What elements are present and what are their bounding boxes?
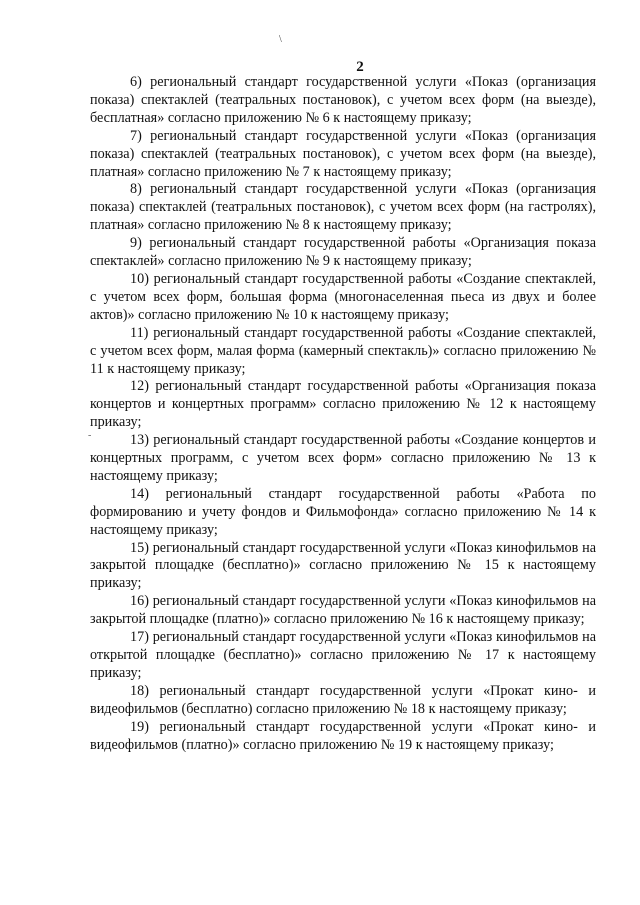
list-item: 7) региональный стандарт государственной услуги «Показ (организация показа) спектаклей (театральных постановок), с учетом всех форм (на выезде), платная» согласно приложению № 7 к настоящему приказу; [90,127,596,180]
list-item: 15) региональный стандарт государственной услуги «Показ кинофильмов на закрытой площадке (бесплатно)» согласно приложению № 15 к настоящему приказу; [90,539,596,592]
list-item: 9) региональный стандарт государственной работы «Организация показа спектаклей» согласно приложению № 9 к настоящему приказу; [90,235,596,270]
list-item: 13) региональный стандарт государственной работы «Создание концертов и концертных программ, с учетом всех форм» согласно приложению № 13 к настоящему приказу; [90,432,596,484]
scan-tick-mark: \ [279,34,282,45]
list-item: 10) региональный стандарт государственной работы «Создание спектаклей, с учетом всех форм, большая форма (многонаселенная пьеса из двух и более актов)» согласно приложению № 10 к настоящему приказу; [90,270,596,323]
list-item: 17) региональный стандарт государственной услуги «Показ кинофильмов на открытой площадке (бесплатно)» согласно приложению № 17 к настоящему приказу; [90,629,596,681]
list-item: 18) региональный стандарт государственной услуги «Прокат кино- и видеофильмов (бесплатно) согласно приложению № 18 к настоящему приказу; [90,682,596,717]
list-item: 8) региональный стандарт государственной услуги «Показ (организация показа) спектаклей (театральных постановок), с учетом всех форм (на гастролях), платная» согласно приложению № 8 к настоящему приказу; [90,181,596,234]
list-item: 11) региональный стандарт государственной работы «Создание спектаклей, с учетом всех форм, малая форма (камерный спектакль)» согласно приложению № 11 к настоящему приказу; [90,324,596,377]
page-number: 2 [356,59,364,75]
list-item: 14) региональный стандарт государственной работы «Работа по формированию и учету фондов и Фильмофонда» согласно приложению № 14 к настоящему приказу; [90,485,596,538]
list-item: 19) региональный стандарт государственной услуги «Прокат кино- и видеофильмов (платно)» согласно приложению № 19 к настоящему приказу; [90,718,596,753]
list-item: 6) региональный стандарт государственной услуги «Показ (организация показа) спектаклей (театральных постановок), с учетом всех форм (на выезде), бесплатная» согласно приложению № 6 к настоящему приказу; [90,74,596,126]
list-item: 12) региональный стандарт государственной работы «Организация показа концертов и концертных программ» согласно приложению № 12 к настоящему приказу; [90,378,596,431]
list-item: 16) региональный стандарт государственной услуги «Показ кинофильмов на закрытой площадке (платно)» согласно приложению № 16 к настоящему приказу; [90,593,596,628]
scan-margin-mark: - [88,430,92,441]
document-body [90,74,596,754]
